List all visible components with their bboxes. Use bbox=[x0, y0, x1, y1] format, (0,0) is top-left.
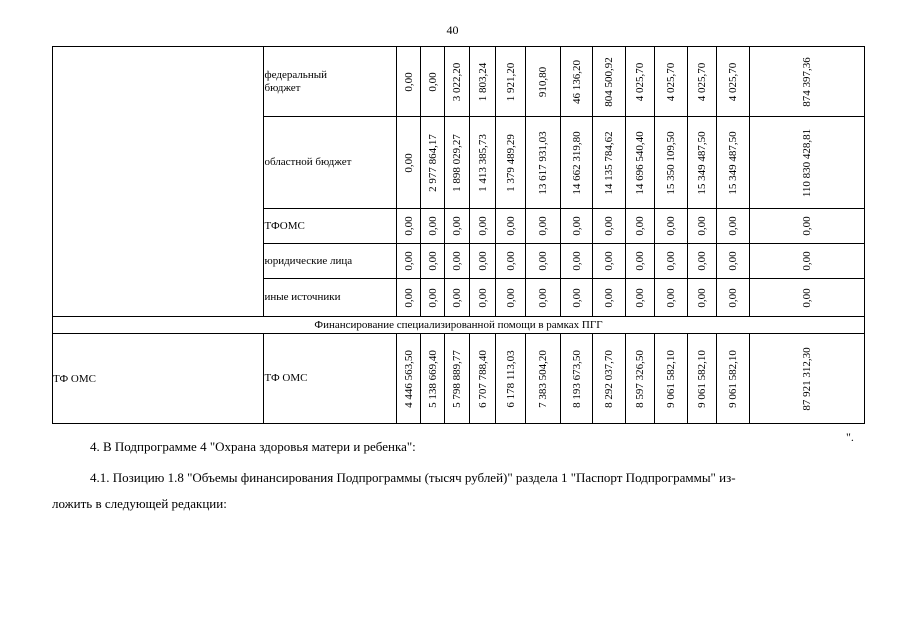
closing-quote: ". bbox=[846, 430, 854, 444]
year-value-cell bbox=[561, 244, 593, 279]
year-value-cell bbox=[526, 334, 561, 424]
year-value-cell bbox=[495, 209, 526, 244]
year-value-cell bbox=[561, 117, 593, 209]
year-value-cell bbox=[626, 47, 654, 117]
year-value: 4 025,70 bbox=[696, 62, 709, 101]
year-value: 0,00 bbox=[476, 216, 489, 236]
year-value-cell bbox=[445, 209, 470, 244]
year-value: 14 696 540,40 bbox=[633, 130, 646, 195]
year-value: 15 349 487,50 bbox=[696, 130, 709, 195]
year-value: 910,80 bbox=[537, 66, 550, 97]
year-value: 0,00 bbox=[504, 251, 517, 271]
funding-source-label: федеральный bbox=[264, 68, 327, 81]
year-value: 0,00 bbox=[426, 71, 439, 92]
total-value: 110 830 428,81 bbox=[800, 128, 813, 197]
year-value: 1 898 029,27 bbox=[451, 133, 464, 192]
funding-source-label: областной бюджет bbox=[264, 156, 352, 168]
year-value: 0,00 bbox=[537, 287, 550, 308]
year-value: 4 025,70 bbox=[633, 62, 646, 101]
year-value: 7 383 504,20 bbox=[537, 349, 550, 408]
year-value-cell bbox=[654, 279, 688, 317]
year-value: 6 178 113,03 bbox=[504, 349, 517, 408]
year-value: 6 707 788,40 bbox=[476, 349, 489, 408]
table-row bbox=[53, 317, 865, 334]
year-value-cell bbox=[526, 117, 561, 209]
year-value: 1 921,20 bbox=[504, 62, 517, 101]
year-value: 0,00 bbox=[504, 287, 517, 308]
year-value-cell bbox=[421, 279, 445, 317]
year-value: 8 292 037,70 bbox=[603, 349, 616, 408]
funding-source-label: иные источники bbox=[264, 291, 341, 303]
year-value-cell bbox=[716, 47, 749, 117]
year-value: 15 350 109,50 bbox=[665, 130, 677, 195]
year-value-cell bbox=[716, 334, 749, 424]
year-value: 3 022,20 bbox=[451, 62, 464, 101]
year-value: 0,00 bbox=[402, 71, 415, 92]
year-value: 9 061 582,10 bbox=[665, 349, 677, 408]
year-value-cell bbox=[445, 334, 470, 424]
total-value-cell bbox=[749, 117, 864, 209]
year-value-cell bbox=[688, 279, 716, 317]
year-value-cell bbox=[626, 209, 654, 244]
year-value: 0,00 bbox=[696, 287, 709, 308]
year-value-cell bbox=[716, 244, 749, 279]
year-value-cell bbox=[526, 209, 561, 244]
year-value: 0,00 bbox=[570, 287, 583, 308]
year-value-cell bbox=[421, 244, 445, 279]
year-value-cell bbox=[561, 209, 593, 244]
year-value: 0,00 bbox=[537, 251, 550, 271]
total-value-cell bbox=[749, 244, 864, 279]
funding-source-label: ТФ ОМС bbox=[264, 372, 308, 384]
year-value-cell bbox=[654, 209, 688, 244]
year-value-cell bbox=[688, 47, 716, 117]
year-value-cell bbox=[716, 117, 749, 209]
year-value: 0,00 bbox=[451, 287, 464, 308]
year-value-cell bbox=[654, 117, 688, 209]
paragraph-item-4-1-cont: ложить в следующей редакции: bbox=[52, 496, 227, 511]
year-value: 0,00 bbox=[665, 287, 677, 308]
year-value-cell bbox=[445, 279, 470, 317]
year-value-cell bbox=[561, 47, 593, 117]
program-name-cell bbox=[53, 47, 264, 317]
year-value: 0,00 bbox=[402, 251, 415, 271]
year-value: 0,00 bbox=[726, 251, 739, 271]
total-value: 0,00 bbox=[800, 216, 813, 236]
total-value-cell bbox=[749, 209, 864, 244]
year-value-cell bbox=[654, 244, 688, 279]
program-name-cell: ТФ ОМС bbox=[53, 334, 264, 424]
year-value: 4 446 563,50 bbox=[402, 349, 415, 408]
year-value: 5 138 669,40 bbox=[426, 349, 439, 408]
year-value-cell bbox=[654, 334, 688, 424]
year-value-cell bbox=[593, 334, 626, 424]
year-value: 0,00 bbox=[726, 216, 739, 236]
year-value-cell bbox=[495, 244, 526, 279]
year-value: 0,00 bbox=[696, 216, 709, 236]
funding-source-cell bbox=[264, 117, 397, 209]
funding-source-label: юридические лица bbox=[264, 254, 353, 267]
year-value: 0,00 bbox=[504, 216, 517, 236]
year-value: 0,00 bbox=[402, 216, 415, 236]
financing-table bbox=[52, 46, 865, 424]
year-value: 0,00 bbox=[633, 287, 646, 308]
year-value-cell bbox=[593, 117, 626, 209]
year-value: 8 193 673,50 bbox=[570, 349, 583, 408]
table-row bbox=[53, 47, 865, 117]
total-value-cell bbox=[749, 47, 864, 117]
total-value-cell bbox=[749, 279, 864, 317]
year-value-cell bbox=[397, 334, 421, 424]
year-value: 0,00 bbox=[402, 287, 415, 308]
year-value-cell bbox=[626, 334, 654, 424]
total-value: 87 921 312,30 bbox=[800, 346, 813, 411]
funding-source-cell bbox=[264, 279, 397, 317]
year-value-cell bbox=[397, 209, 421, 244]
year-value-cell bbox=[688, 117, 716, 209]
year-value-cell bbox=[626, 117, 654, 209]
total-value: 0,00 bbox=[800, 251, 813, 271]
year-value-cell bbox=[470, 47, 495, 117]
year-value: 0,00 bbox=[537, 216, 550, 236]
year-value: 0,00 bbox=[570, 251, 583, 271]
year-value-cell bbox=[445, 244, 470, 279]
year-value-cell bbox=[561, 334, 593, 424]
total-value: 0,00 bbox=[800, 287, 813, 308]
year-value-cell bbox=[561, 279, 593, 317]
year-value-cell bbox=[654, 47, 688, 117]
year-value-cell bbox=[470, 209, 495, 244]
funding-source-cell bbox=[264, 334, 397, 424]
year-value-cell bbox=[626, 279, 654, 317]
year-value: 2 977 864,17 bbox=[426, 133, 439, 192]
year-value: 0,00 bbox=[570, 216, 583, 236]
year-value: 0,00 bbox=[426, 287, 439, 308]
year-value: 0,00 bbox=[426, 216, 439, 236]
year-value-cell bbox=[495, 117, 526, 209]
year-value: 0,00 bbox=[726, 287, 739, 308]
year-value-cell bbox=[688, 244, 716, 279]
year-value-cell bbox=[593, 47, 626, 117]
paragraph-item-4-1: 4.1. Позицию 1.8 "Объемы финансирования Подпрограммы (тысяч рублей)" раздела 1 "Паспорт Подпрограммы" из- bbox=[90, 470, 736, 485]
year-value: 4 025,70 bbox=[665, 62, 677, 101]
year-value: 46 136,20 bbox=[570, 59, 583, 104]
year-value: 1 803,24 bbox=[476, 62, 489, 101]
funding-source-cell bbox=[264, 244, 397, 279]
year-value-cell bbox=[593, 209, 626, 244]
year-value-cell bbox=[397, 47, 421, 117]
year-value: 0,00 bbox=[451, 216, 464, 236]
year-value: 5 798 889,77 bbox=[451, 349, 464, 408]
year-value: 15 349 487,50 bbox=[726, 130, 739, 195]
year-value-cell bbox=[421, 334, 445, 424]
year-value: 0,00 bbox=[603, 216, 616, 236]
year-value: 804 500,92 bbox=[603, 56, 616, 107]
total-value: 874 397,36 bbox=[800, 56, 813, 107]
year-value-cell bbox=[593, 244, 626, 279]
year-value-cell bbox=[688, 209, 716, 244]
year-value-cell bbox=[495, 47, 526, 117]
year-value: 0,00 bbox=[633, 251, 646, 271]
year-value: 14 135 784,62 bbox=[603, 130, 616, 195]
year-value-cell bbox=[626, 244, 654, 279]
funding-source-cell bbox=[264, 209, 397, 244]
year-value: 0,00 bbox=[451, 251, 464, 271]
year-value-cell bbox=[421, 47, 445, 117]
page-number: 40 bbox=[446, 23, 459, 37]
year-value: 0,00 bbox=[476, 287, 489, 308]
year-value-cell bbox=[470, 117, 495, 209]
year-value-cell bbox=[716, 279, 749, 317]
funding-source-label: бюджет bbox=[264, 81, 301, 94]
year-value-cell bbox=[495, 334, 526, 424]
year-value: 0,00 bbox=[426, 251, 439, 271]
year-value-cell bbox=[421, 117, 445, 209]
year-value-cell bbox=[593, 279, 626, 317]
year-value-cell bbox=[397, 244, 421, 279]
year-value-cell bbox=[470, 334, 495, 424]
year-value: 4 025,70 bbox=[726, 62, 739, 101]
funding-source-label: ТФОМС bbox=[264, 219, 305, 232]
year-value-cell bbox=[397, 279, 421, 317]
year-value-cell bbox=[445, 47, 470, 117]
year-value: 1 379 489,29 bbox=[504, 133, 517, 192]
funding-source-cell bbox=[264, 47, 397, 117]
year-value-cell bbox=[688, 334, 716, 424]
year-value: 0,00 bbox=[665, 216, 677, 236]
year-value: 14 662 319,80 bbox=[570, 130, 583, 195]
year-value: 1 413 385,73 bbox=[476, 133, 489, 192]
year-value: 0,00 bbox=[402, 152, 415, 173]
total-value-cell bbox=[749, 334, 864, 424]
year-value-cell bbox=[495, 279, 526, 317]
year-value: 0,00 bbox=[603, 287, 616, 308]
year-value: 0,00 bbox=[696, 251, 709, 271]
year-value-cell bbox=[397, 117, 421, 209]
year-value-cell bbox=[470, 279, 495, 317]
year-value-cell bbox=[526, 279, 561, 317]
year-value: 0,00 bbox=[665, 251, 677, 271]
year-value-cell bbox=[526, 244, 561, 279]
section-banner: Финансирование специализированной помощи в рамках ПГГ bbox=[53, 317, 865, 334]
year-value: 13 617 931,03 bbox=[537, 130, 550, 195]
year-value: 0,00 bbox=[476, 251, 489, 271]
year-value-cell bbox=[526, 47, 561, 117]
year-value-cell bbox=[470, 244, 495, 279]
year-value: 9 061 582,10 bbox=[696, 349, 709, 408]
year-value: 0,00 bbox=[633, 216, 646, 236]
year-value-cell bbox=[716, 209, 749, 244]
paragraph-subprogram-4: 4. В Подпрограмме 4 "Охрана здоровья матери и ребенка": bbox=[90, 439, 416, 454]
year-value-cell bbox=[421, 209, 445, 244]
year-value: 0,00 bbox=[603, 251, 616, 271]
table-row bbox=[53, 334, 865, 424]
year-value: 9 061 582,10 bbox=[726, 349, 739, 408]
year-value: 8 597 326,50 bbox=[633, 349, 646, 408]
year-value-cell bbox=[445, 117, 470, 209]
